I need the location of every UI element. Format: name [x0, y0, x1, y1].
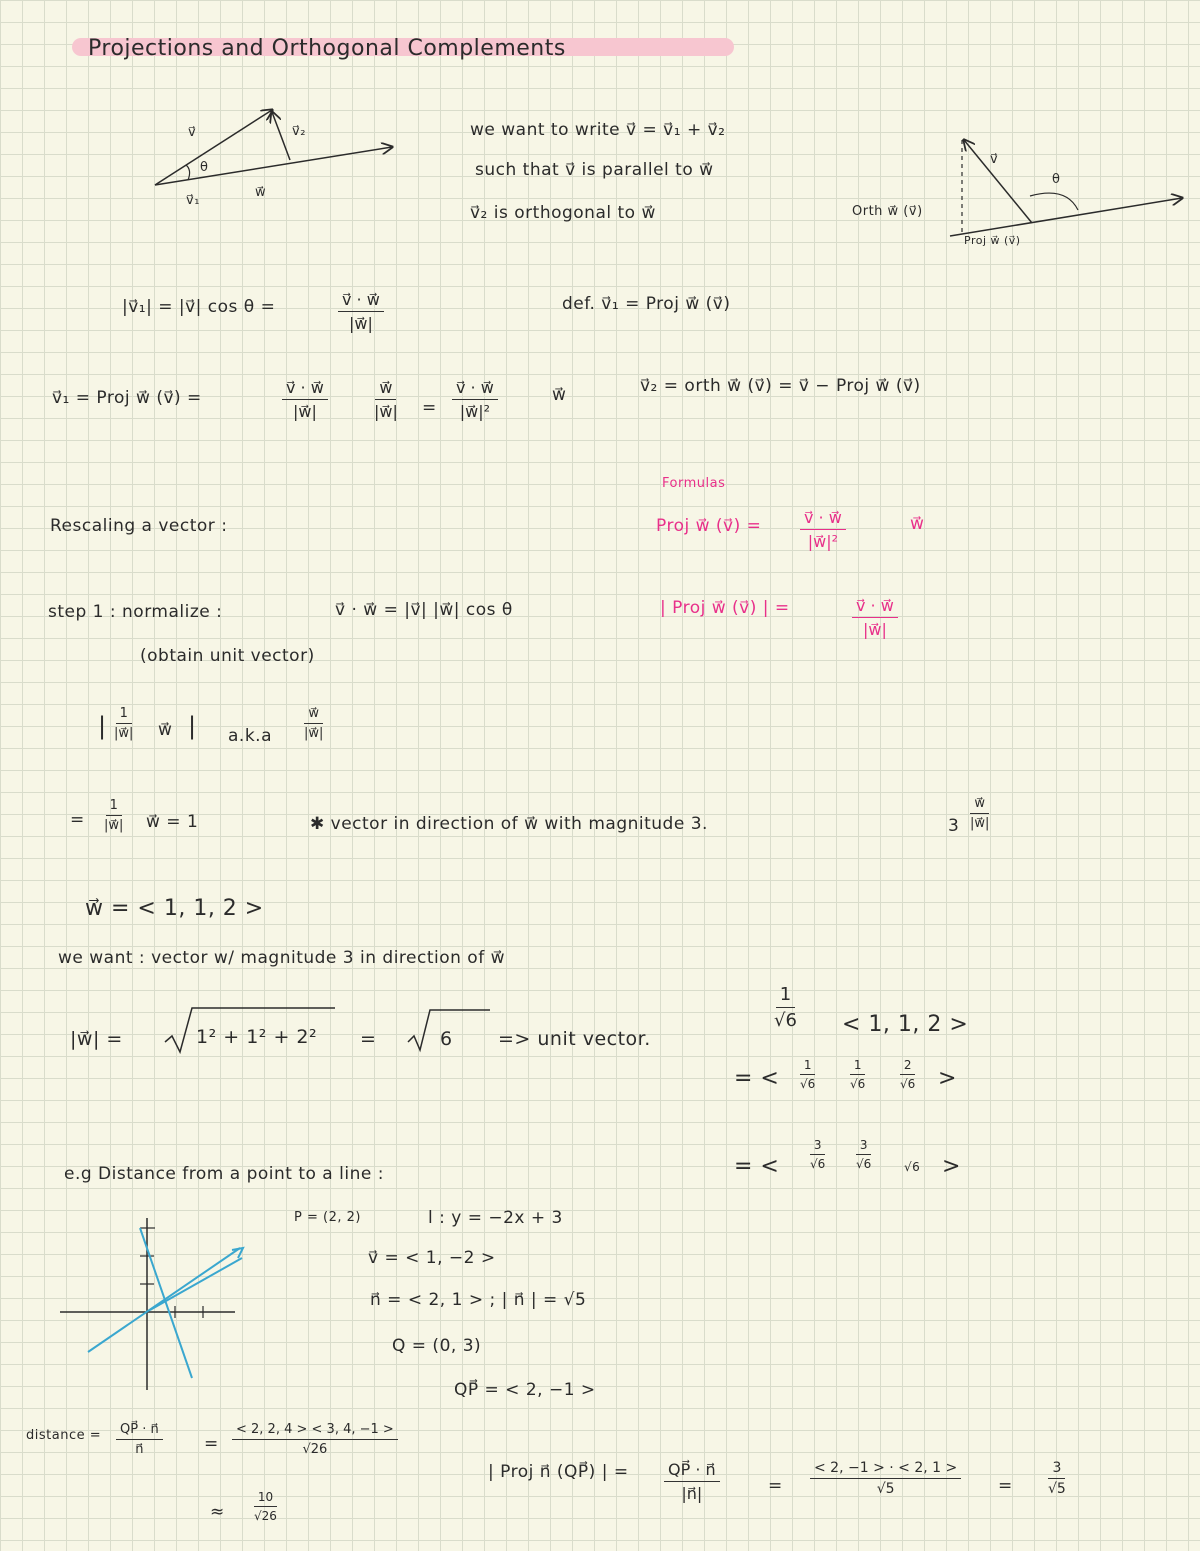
components-row-2-close: >: [942, 1154, 961, 1179]
unit-vector-arrow: => unit vector.: [498, 1028, 651, 1050]
point-q: Q = (0, 3): [392, 1336, 482, 1356]
fraction-denominator: √6: [850, 1077, 866, 1091]
d1-label-v1: v⃗₁: [186, 193, 200, 208]
fraction-denominator: √26: [302, 1442, 328, 1457]
formulas-label: Formulas: [662, 476, 726, 491]
intro-line-1: we want to write v⃗ = v⃗₁ + v⃗₂: [470, 120, 726, 140]
fraction-numerator: v⃗ · w⃗: [338, 290, 384, 312]
unit-w: w⃗: [158, 720, 173, 740]
formula-proj-tail: w⃗: [910, 514, 925, 534]
fraction-numerator: < 2, 2, 4 > < 3, 4, −1 >: [232, 1422, 398, 1440]
fraction-numerator: 10: [254, 1490, 277, 1507]
fraction-numerator: v⃗ · w⃗: [282, 378, 328, 400]
unit-bar-open: |: [98, 712, 107, 740]
fraction-denominator: |w⃗|²: [807, 532, 839, 551]
d1-label-v: v⃗: [188, 125, 197, 140]
v1-equals: =: [422, 398, 437, 418]
v2-orth-line: v⃗₂ = orth w⃗ (v⃗) = v⃗ − Proj w⃗ (v⃗): [640, 376, 921, 396]
fraction-denominator: |w⃗|: [104, 818, 124, 833]
fraction-numerator: w⃗: [304, 706, 323, 724]
graph-vector-v: [88, 1248, 240, 1352]
fraction-numerator: 2: [900, 1058, 916, 1075]
graph-vector-n: [150, 1258, 242, 1310]
fraction-numerator: 1: [106, 798, 122, 816]
aka-label: a.k.a: [228, 726, 272, 746]
components-row-1-open: = <: [734, 1066, 780, 1091]
distance-label: distance =: [26, 1428, 102, 1443]
fraction-numerator: v⃗ · w⃗: [800, 508, 846, 530]
fraction-numerator: 1: [116, 706, 132, 724]
fraction-numerator: 3: [810, 1138, 826, 1155]
distance-heading: e.g Distance from a point to a line :: [64, 1164, 384, 1184]
d2-label-proj: Proj w⃗ (v⃗): [964, 234, 1021, 247]
point-p: P = (2, 2): [294, 1210, 361, 1225]
fraction-denominator: √6: [810, 1157, 826, 1171]
d1-label-v2: v⃗₂: [292, 124, 306, 139]
distance-equals: =: [204, 1434, 219, 1454]
proj-qp-lhs: | Proj n⃗ (QP⃗) | =: [488, 1462, 629, 1482]
dot-identity: v⃗ · w⃗ = |v⃗| |w⃗| cos θ: [335, 600, 513, 620]
fraction-numerator: 3: [856, 1138, 872, 1155]
fraction-denominator: |w⃗|: [348, 314, 373, 333]
d2-label-v: v⃗: [990, 152, 999, 167]
fraction-numerator: v⃗ · w⃗: [852, 596, 898, 618]
step-1: step 1 : normalize :: [48, 602, 223, 622]
distance-fraction-2: [232, 1422, 398, 1457]
distance-fraction-3: [250, 1490, 281, 1523]
obtain-unit-vector: (obtain unit vector): [140, 646, 315, 666]
sqrt6: 6: [440, 1028, 453, 1050]
formula-mag-lhs: | Proj w⃗ (v⃗) | =: [660, 598, 790, 618]
intro-line-3: v⃗₂ is orthogonal to w⃗: [470, 203, 656, 223]
vector-n: n⃗ = < 2, 1 > ; | n⃗ | = √5: [370, 1290, 587, 1310]
vector-v: v⃗ = < 1, −2 >: [368, 1248, 496, 1268]
eq-prefix: =: [70, 810, 85, 830]
fraction-denominator: √6: [856, 1157, 872, 1171]
vector-qp: QP⃗ = < 2, −1 >: [454, 1380, 596, 1400]
fraction-numerator: QP⃗ · n⃗: [664, 1460, 720, 1482]
fraction-denominator: √5: [876, 1481, 895, 1497]
fraction-numerator: 3: [1048, 1460, 1065, 1479]
proj-qp-fraction-2: [810, 1460, 961, 1497]
graph-line-l: [140, 1228, 192, 1378]
components-row-2-open: = <: [734, 1154, 780, 1179]
fraction-numerator: 1: [850, 1058, 866, 1075]
three-coefficient: 3: [948, 816, 960, 836]
proj-qp-equals-1: =: [768, 1476, 783, 1496]
fraction-denominator: √6: [900, 1077, 916, 1091]
distance-approx: ≈: [210, 1502, 225, 1522]
line-l: l : y = −2x + 3: [428, 1208, 563, 1228]
eq-suffix: w⃗ = 1: [146, 812, 199, 832]
fraction-denominator: √6: [774, 1010, 797, 1031]
proj-qp-equals-2: =: [998, 1476, 1013, 1496]
sqrt-equals: =: [360, 1028, 377, 1050]
d1-label-theta: θ: [200, 160, 209, 175]
def-proj-line: def. v⃗₁ = Proj w⃗ (v⃗): [562, 294, 731, 314]
d1-label-w: w⃗: [255, 185, 267, 200]
d2-label-orth: Orth w⃗ (v⃗): [852, 204, 923, 219]
fraction-numerator: w⃗: [375, 378, 396, 400]
unit-bar-close: |: [188, 712, 197, 740]
fraction-denominator: √6: [800, 1077, 816, 1091]
fraction-numerator: QP⃗ · n⃗: [116, 1422, 163, 1440]
w-vector: w⃗ = < 1, 1, 2 >: [85, 896, 264, 921]
fraction-denominator: √5: [1048, 1481, 1066, 1497]
want-line: we want : vector w/ magnitude 3 in direction of w⃗: [58, 948, 506, 968]
w-mag-lhs: |w⃗| =: [70, 1028, 123, 1050]
fraction-denominator: |w⃗|: [292, 402, 317, 421]
intro-line-2: such that v⃗ is parallel to w⃗: [475, 160, 714, 180]
fraction-denominator: |n⃗|: [681, 1484, 703, 1503]
proj-qp-fraction-1: [664, 1460, 720, 1503]
fraction-numerator: w⃗: [970, 796, 989, 814]
fraction-numerator: v⃗ · w⃗: [452, 378, 498, 400]
fraction-numerator: 1: [800, 1058, 816, 1075]
fraction-denominator: n⃗: [135, 1442, 144, 1457]
c2-denominator-3: √6: [904, 1160, 921, 1174]
v1-magnitude-lhs: |v⃗₁| = |v⃗| cos θ =: [122, 297, 276, 317]
fraction-denominator: |w⃗|: [862, 620, 887, 639]
page-title: Projections and Orthogonal Complements: [88, 36, 566, 61]
fraction-denominator: |w⃗|: [374, 402, 398, 421]
v1-tail-w: w⃗: [552, 385, 567, 405]
fraction-denominator: |w⃗|: [304, 726, 324, 741]
proj-qp-fraction-3: [1044, 1460, 1070, 1497]
fraction-denominator: |w⃗|: [970, 816, 990, 831]
fraction-numerator: < 2, −1 > · < 2, 1 >: [810, 1460, 961, 1479]
distance-fraction-1: [116, 1422, 163, 1457]
fraction-denominator: |w⃗|²: [459, 402, 491, 421]
fraction-denominator: √26: [254, 1509, 277, 1523]
components-row-1-close: >: [938, 1066, 957, 1091]
sqrt-body: 1² + 1² + 2²: [196, 1026, 318, 1048]
fraction-numerator: 1: [776, 984, 795, 1008]
fraction-denominator: |w⃗|: [114, 726, 134, 741]
formula-proj-lhs: Proj w⃗ (v⃗) =: [656, 516, 762, 536]
unit-vector-components: < 1, 1, 2 >: [842, 1012, 969, 1037]
star-note: ✱ vector in direction of w⃗ with magnitude 3.: [310, 814, 708, 834]
d2-label-theta: θ: [1052, 172, 1061, 187]
v1-proj-lhs: v⃗₁ = Proj w⃗ (v⃗) =: [52, 388, 202, 408]
rescaling-heading: Rescaling a vector :: [50, 516, 228, 536]
